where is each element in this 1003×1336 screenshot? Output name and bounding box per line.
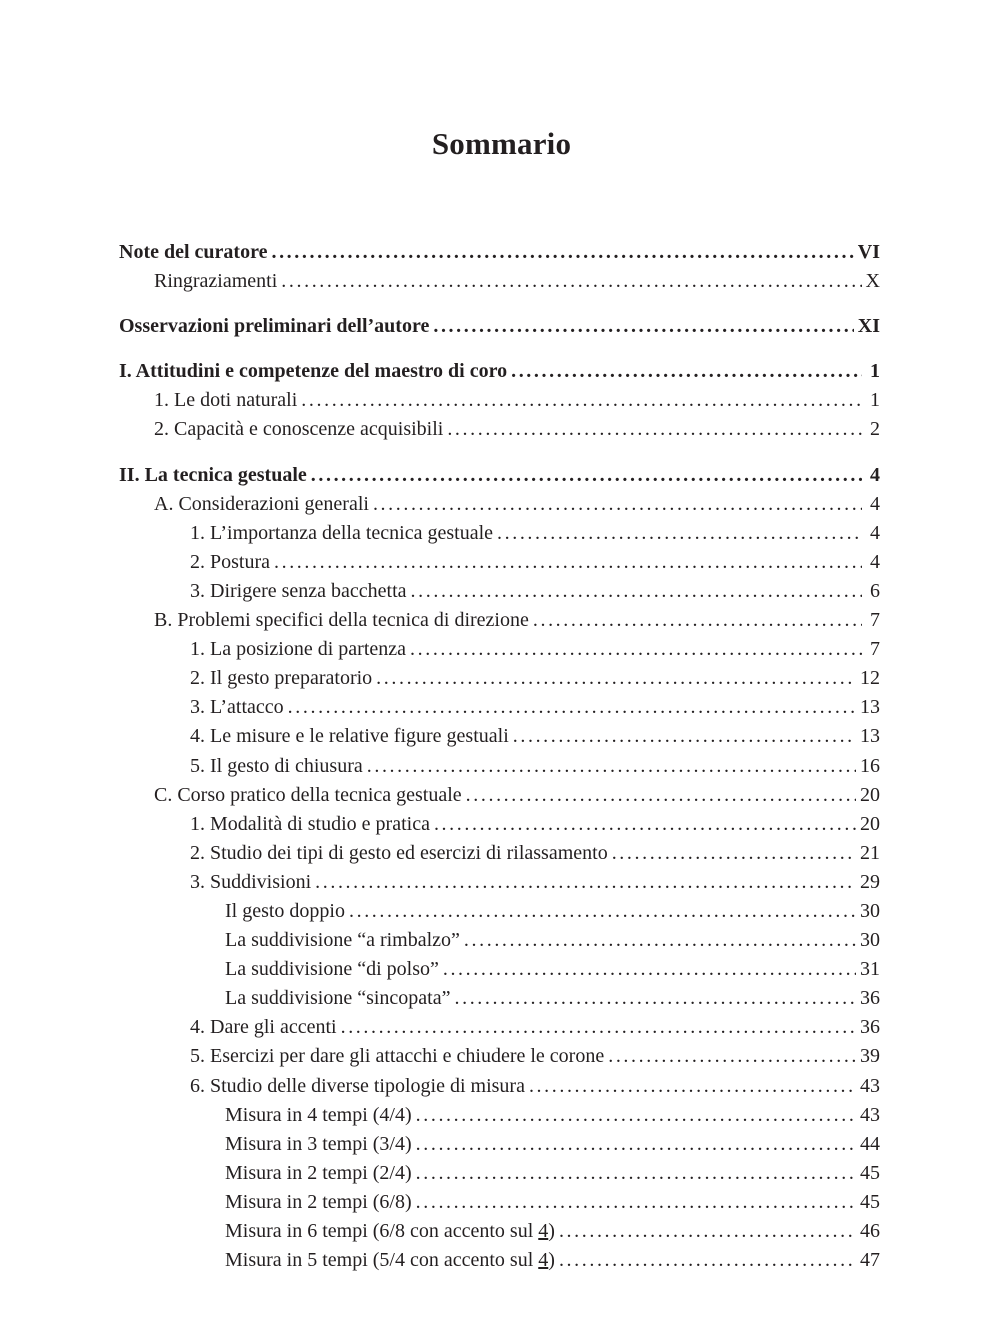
dot-leader	[367, 752, 856, 781]
toc-entry[interactable]	[119, 519, 880, 548]
toc-entry-underlined-text: 4	[538, 1249, 549, 1272]
dot-leader	[411, 577, 862, 606]
toc-chapter-entry[interactable]	[119, 312, 880, 341]
toc-page-number: 29	[860, 870, 880, 893]
toc-entry-title: 5. Esercizi per dare gli attacchi e chiudere le corone	[190, 1045, 605, 1068]
table-of-contents	[119, 238, 880, 1275]
toc-entry[interactable]	[119, 810, 880, 839]
dot-leader	[533, 606, 862, 635]
toc-entry-title-end: )	[548, 1249, 555, 1272]
toc-page-number: 44	[860, 1132, 880, 1155]
toc-page-number: 43	[860, 1074, 880, 1097]
dot-leader	[315, 868, 856, 897]
toc-page-number: 45	[860, 1161, 880, 1184]
toc-page-number: 2	[870, 418, 880, 441]
toc-entry[interactable]	[119, 386, 880, 415]
toc-entry-title: 2. Il gesto preparatorio	[190, 667, 373, 690]
dot-leader	[410, 635, 862, 664]
toc-page-number: 39	[860, 1045, 880, 1068]
toc-page-number: XI	[857, 315, 880, 338]
dot-leader	[416, 1159, 856, 1188]
toc-page-number: 30	[860, 899, 880, 922]
toc-section-gap	[119, 341, 880, 357]
dot-leader	[447, 415, 862, 444]
toc-page-number: 4	[870, 550, 880, 573]
toc-entry-label	[225, 955, 439, 984]
toc-page-number: 12	[860, 667, 880, 690]
toc-entry-label	[190, 1013, 337, 1042]
toc-entry-title: La suddivisione “a rimbalzo”	[225, 929, 460, 952]
page-title: Sommario	[431, 126, 572, 161]
toc-section-gap	[119, 445, 880, 461]
toc-entry[interactable]	[119, 1159, 880, 1188]
toc-entry[interactable]	[119, 868, 880, 897]
toc-entry-title: Misura in 4 tempi (4/4)	[225, 1103, 412, 1126]
toc-entry-label	[225, 926, 460, 955]
toc-entry-label	[190, 577, 407, 606]
toc-page-number: VI	[857, 241, 880, 263]
toc-entry-label	[190, 810, 430, 839]
toc-entry-label	[190, 664, 372, 693]
toc-chapter-entry[interactable]	[119, 461, 880, 490]
toc-page-number: 13	[860, 696, 880, 719]
toc-page-number: X	[865, 270, 880, 293]
toc-entry-title: Note del curatore	[119, 241, 268, 263]
toc-entry-label	[154, 386, 297, 415]
toc-entry-title: La suddivisione “di polso”	[225, 958, 439, 981]
dot-leader	[376, 664, 856, 693]
toc-entry[interactable]	[119, 839, 880, 868]
toc-entry[interactable]	[119, 752, 880, 781]
toc-entry-title: 2. Capacità e conoscenze acquisibili	[154, 418, 444, 441]
dot-leader	[349, 897, 856, 926]
toc-entry-label	[154, 781, 462, 810]
toc-entry[interactable]	[119, 415, 880, 444]
toc-entry-label	[225, 984, 451, 1013]
toc-entry-label	[190, 1072, 525, 1101]
dot-leader	[288, 693, 856, 722]
toc-entry-title: 3. Suddivisioni	[190, 870, 312, 893]
toc-page-number: 45	[860, 1190, 880, 1213]
dot-leader	[464, 926, 856, 955]
toc-entry[interactable]	[119, 693, 880, 722]
toc-entry-title: Osservazioni preliminari dell’autore	[119, 315, 430, 338]
toc-entry-label	[190, 839, 608, 868]
toc-entry-title: B. Problemi specifici della tecnica di direzione	[154, 609, 529, 632]
toc-page-number: 36	[860, 1016, 880, 1039]
toc-entry-label	[190, 752, 363, 781]
toc-entry[interactable]	[119, 490, 880, 519]
toc-entry[interactable]	[119, 606, 880, 635]
dot-leader	[434, 810, 856, 839]
dot-leader	[497, 519, 862, 548]
toc-entry-label	[225, 1159, 412, 1188]
toc-entry-label	[119, 461, 307, 490]
toc-entry-title: 6. Studio delle diverse tipologie di misura	[190, 1074, 525, 1097]
toc-page-number: 46	[860, 1220, 880, 1242]
dot-leader	[529, 1072, 856, 1101]
toc-page-number: 4	[870, 463, 880, 486]
toc-entry[interactable]	[119, 1072, 880, 1101]
toc-page-number: 21	[860, 841, 880, 864]
toc-entry-title: 1. Modalità di studio e pratica	[190, 812, 430, 835]
toc-entry-underlined-text: 4	[538, 1220, 549, 1242]
toc-entry[interactable]	[119, 664, 880, 693]
toc-entry-title: Misura in 3 tempi (3/4)	[225, 1132, 412, 1155]
dot-leader	[274, 548, 862, 577]
toc-page-number: 4	[870, 492, 880, 515]
toc-entry[interactable]	[119, 1042, 880, 1071]
toc-entry-title: 5. Il gesto di chiusura	[190, 754, 363, 777]
toc-entry-title: II. La tecnica gestuale	[119, 463, 307, 486]
toc-entry-title: Ringraziamenti	[154, 270, 278, 293]
dot-leader	[433, 312, 853, 341]
toc-page-number: 7	[870, 638, 880, 661]
toc-entry-title: Misura in 2 tempi (2/4)	[225, 1161, 412, 1184]
dot-leader	[455, 984, 857, 1013]
toc-entry[interactable]	[119, 1101, 880, 1130]
toc-page-number: 1	[870, 360, 880, 383]
toc-entry-label	[154, 490, 369, 519]
toc-entry-label	[190, 1042, 604, 1071]
toc-entry-label	[225, 1246, 555, 1275]
toc-entry-title: 2. Postura	[190, 550, 270, 573]
toc-entry-label	[225, 1188, 412, 1217]
toc-chapter-entry[interactable]	[119, 357, 880, 386]
toc-page-number: 16	[860, 754, 880, 777]
toc-entry-title: C. Corso pratico della tecnica gestuale	[154, 783, 462, 806]
toc-entry-title: La suddivisione “sincopata”	[225, 987, 451, 1010]
dot-leader	[341, 1013, 856, 1042]
toc-page-number: 36	[860, 987, 880, 1010]
toc-page-number: 4	[870, 521, 880, 544]
toc-chapter-entry[interactable]	[119, 238, 880, 267]
toc-entry[interactable]	[119, 722, 880, 751]
toc-entry[interactable]	[119, 1188, 880, 1217]
toc-entry[interactable]	[119, 781, 880, 810]
toc-entry-label	[154, 267, 277, 296]
toc-entry[interactable]	[119, 577, 880, 606]
toc-entry-title: Il gesto doppio	[225, 899, 345, 922]
toc-entry-label	[190, 868, 311, 897]
toc-entry-label	[225, 1217, 555, 1246]
toc-page-number: 30	[860, 929, 880, 952]
toc-entry-label	[190, 722, 509, 751]
toc-entry-label	[190, 693, 284, 722]
toc-entry-title: Misura in 2 tempi (6/8)	[225, 1190, 412, 1213]
toc-page-number: 13	[860, 725, 880, 748]
toc-section-gap	[119, 296, 880, 312]
toc-entry[interactable]	[119, 1013, 880, 1042]
toc-entry-label	[190, 519, 493, 548]
dot-leader	[416, 1101, 856, 1130]
toc-entry-title: 1. La posizione di partenza	[190, 638, 407, 661]
dot-leader	[513, 722, 856, 751]
dot-leader	[301, 386, 862, 415]
toc-entry-title-end: )	[548, 1220, 555, 1242]
toc-entry-title: 4. Le misure e le relative figure gestuali	[190, 725, 509, 748]
dot-leader	[511, 357, 862, 386]
toc-entry[interactable]	[119, 267, 880, 296]
dot-leader	[466, 781, 856, 810]
toc-entry-label	[154, 606, 529, 635]
toc-entry-title: 3. L’attacco	[190, 696, 284, 719]
dot-leader	[416, 1188, 856, 1217]
toc-entry[interactable]	[119, 984, 880, 1013]
toc-entry[interactable]	[119, 926, 880, 955]
toc-entry-title: Misura in 5 tempi (5/4 con accento sul	[225, 1249, 539, 1272]
toc-page-number: 1	[870, 389, 880, 412]
toc-entry[interactable]	[119, 955, 880, 984]
dot-leader	[416, 1130, 856, 1159]
toc-entry-label	[225, 1101, 412, 1130]
dot-leader	[443, 955, 856, 984]
toc-page-number: 6	[870, 579, 880, 602]
toc-entry-title: 4. Dare gli accenti	[190, 1016, 337, 1039]
toc-entry-label	[119, 312, 429, 341]
toc-entry[interactable]	[119, 635, 880, 664]
dot-leader	[612, 839, 856, 868]
toc-entry-title: 2. Studio dei tipi di gesto ed esercizi di rilassamento	[190, 841, 608, 864]
toc-entry[interactable]	[119, 1217, 880, 1246]
dot-leader	[559, 1246, 856, 1275]
toc-page-number: 47	[860, 1249, 880, 1272]
toc-entry-label	[154, 415, 443, 444]
dot-leader	[281, 267, 861, 296]
toc-page-number: 7	[870, 609, 880, 632]
toc-entry[interactable]	[119, 1130, 880, 1159]
toc-entry-title: A. Considerazioni generali	[154, 492, 369, 515]
toc-entry-label	[225, 1130, 412, 1159]
toc-page-number: 31	[860, 958, 880, 981]
toc-entry[interactable]	[119, 548, 880, 577]
dot-leader	[559, 1217, 856, 1246]
toc-entry-label	[225, 897, 345, 926]
toc-entry-label	[190, 548, 270, 577]
toc-entry-label	[119, 357, 507, 386]
toc-entry-title: 3. Dirigere senza bacchetta	[190, 579, 407, 602]
toc-entry-title: 1. L’importanza della tecnica gestuale	[190, 521, 494, 544]
toc-entry[interactable]	[119, 1246, 880, 1275]
toc-page-number: 20	[860, 783, 880, 806]
toc-entry-title: 1. Le doti naturali	[154, 389, 298, 412]
toc-page-number: 43	[860, 1103, 880, 1126]
toc-entry-title: I. Attitudini e competenze del maestro di coro	[119, 360, 508, 383]
dot-leader	[373, 490, 862, 519]
toc-page-number: 20	[860, 812, 880, 835]
toc-entry-title: Misura in 6 tempi (6/8 con accento sul	[225, 1220, 539, 1242]
toc-entry-label	[190, 635, 406, 664]
dot-leader	[311, 461, 862, 490]
dot-leader	[608, 1042, 856, 1071]
dot-leader	[271, 238, 853, 267]
toc-entry-label	[119, 238, 267, 267]
toc-entry[interactable]	[119, 897, 880, 926]
